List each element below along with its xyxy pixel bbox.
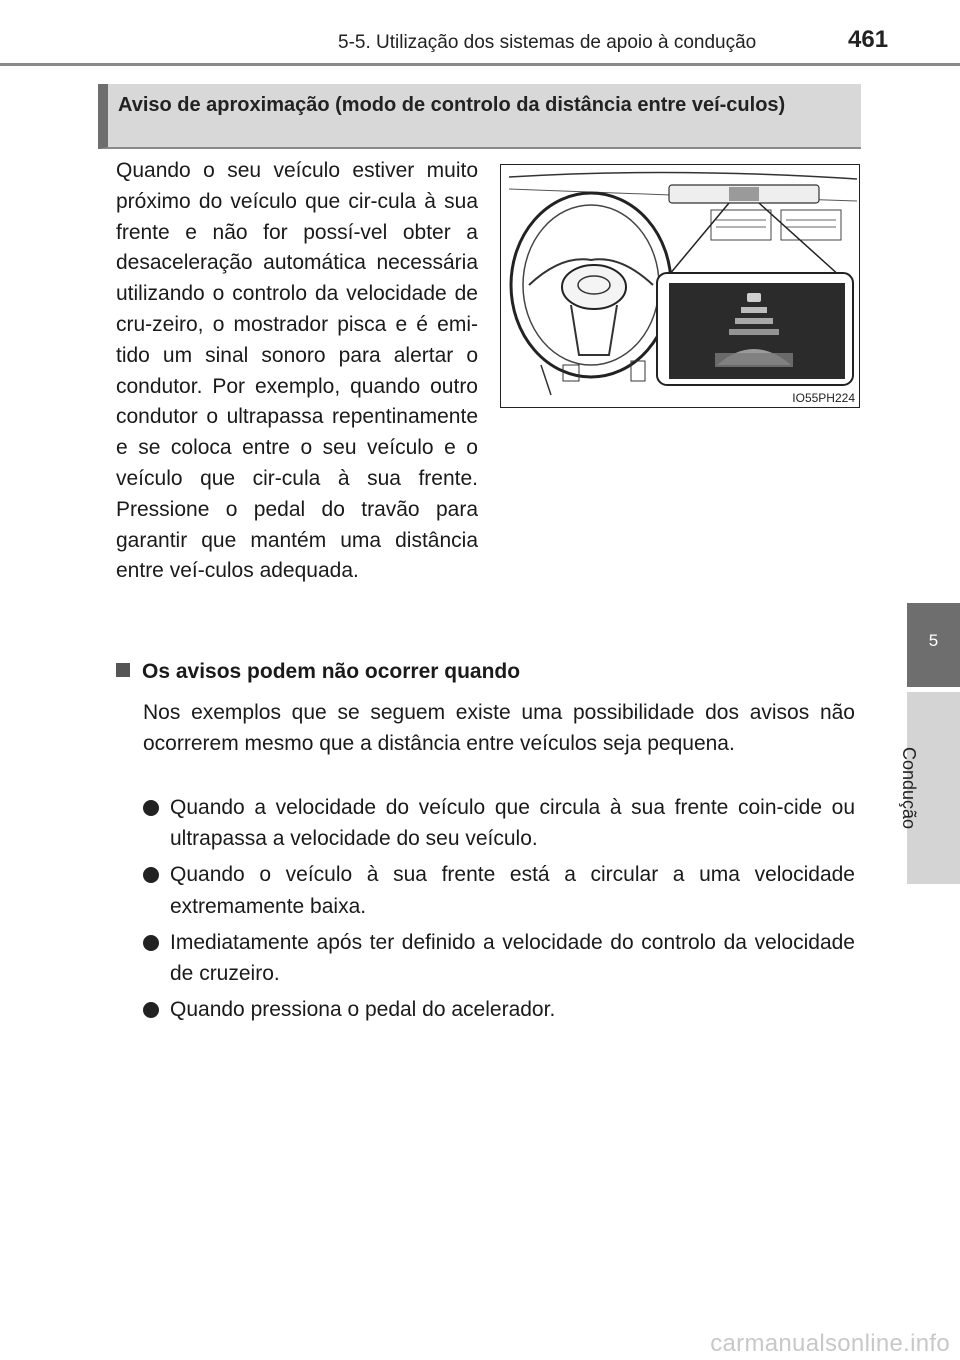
header-rule (0, 63, 960, 66)
bullet-dot-icon (143, 800, 159, 816)
chapter-tab-label (899, 692, 960, 884)
list-item (143, 994, 855, 1025)
list-item-text: Quando o veículo à sua frente está a circular a uma velocidade extremamente baixa. (170, 863, 855, 918)
list-item-text: Imediatamente após ter definido a velocidade do controlo da velocidade de cruzeiro. (170, 930, 855, 986)
chapter-tab-number (907, 603, 960, 687)
square-bullet-icon (116, 663, 130, 677)
watermark: carmanualsonline.info (710, 1330, 950, 1357)
subsection-paragraph: Nos exemplos que se seguem existe uma possibilidade dos avisos não ocorrerem mesmo que a distância entre veículos seja pequena. (143, 701, 855, 756)
figure-code: IO55PH224 (792, 391, 855, 405)
intro-paragraph: Quando o seu veículo estiver muito próximo do veículo que cir-cula à sua frente e não for possí-vel obter a desaceleração automática necessária utilizando o controlo da velocidade de cru-zeiro, o mostrador pisca e é emi-tido um sinal sonoro para alertar o condutor. Por exemplo, quando outro condutor o ultrapassa repentinamente e se coloca entre o seu veículo e o veículo que cir-cula à sua frente. Pressione o pedal do travão para garantir que mantém uma distância entre veí-culos adequada. (116, 159, 478, 583)
running-header-title: 5-5. Utilização dos sistemas de apoio à condução (338, 32, 757, 53)
bullet-dot-icon (143, 867, 159, 883)
chapter-label: Condução (899, 746, 919, 830)
dashboard-drawing (501, 165, 859, 407)
section-title-box (98, 84, 861, 149)
chapter-number: 5 (928, 631, 939, 650)
subsection-heading-text: Os avisos podem não ocorrer quando (142, 660, 521, 683)
list-item (143, 927, 855, 989)
bullet-dot-icon (143, 1002, 159, 1018)
dashboard-illustration (500, 164, 860, 408)
list-item (143, 792, 855, 854)
page-number: 461 (848, 26, 889, 53)
list-item-text: Quando pressiona o pedal do acelerador. (170, 998, 556, 1022)
subsection-heading (116, 660, 520, 684)
list-item (143, 859, 855, 921)
bullet-dot-icon (143, 935, 159, 951)
bullet-list (143, 792, 855, 1030)
list-item-text: Quando a velocidade do veículo que circula à sua frente coin-cide ou ultrapassa a velocidade do seu veículo. (170, 796, 855, 851)
section-title: Aviso de aproximação (modo de controlo da distância entre veí-culos) (118, 94, 786, 116)
